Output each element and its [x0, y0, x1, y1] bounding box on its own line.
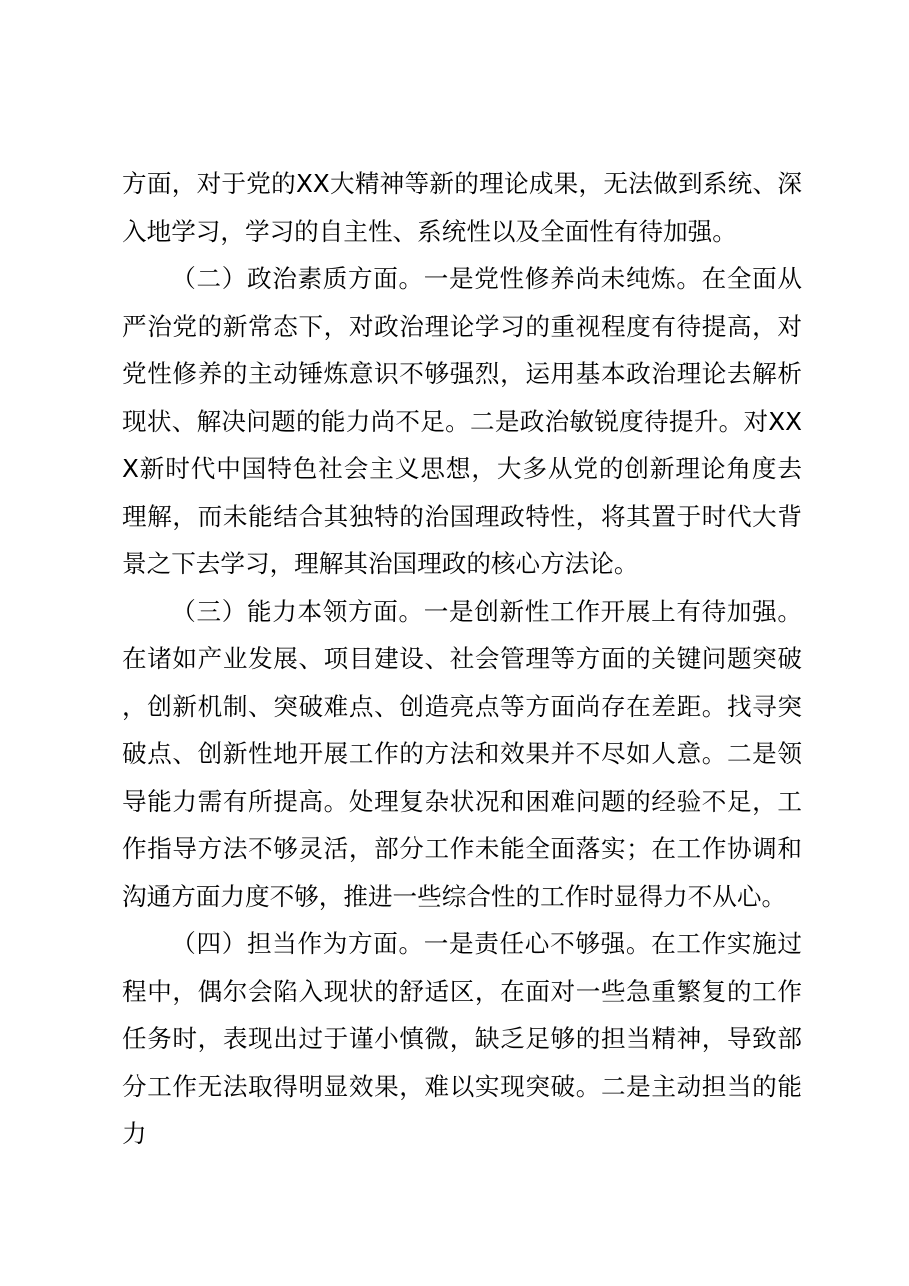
document-body	[122, 160, 802, 1158]
paragraph-responsibility: （四）担当作为方面。一是责任心不够强。在工作实施过程中，偶尔会陷入现状的舒适区，在面对一些急重繁复的工作任务时，表现出过于谨小慎微，缺乏足够的担当精神，导致部分工作无法取得明显效果，难以实现突破。二是主动担当的能力	[122, 929, 802, 1148]
paragraph-ability: （三）能力本领方面。一是创新性工作开展上有待加强。在诸如产业发展、项目建设、社会管理等方面的关键问题突破，创新机制、突破难点、创造亮点等方面尚存在差距。找寻突破点、创新性地开展工作的方法和效果并不尽如人意。二是领导能力需有所提高。处理复杂状况和困难问题的经验不足，工作指导方法不够灵活，部分工作未能全面落实；在工作协调和沟通方面力度不够，推进一些综合性的工作时显得力不从心。	[122, 596, 802, 911]
paragraph-political-quality: （二）政治素质方面。一是党性修养尚未纯炼。在全面从严治党的新常态下，对政治理论学习的重视程度有待提高，对党性修养的主动锤炼意识不够强烈，运用基本政治理论去解析现状、解决问题的能力尚不足。二是政治敏锐度待提升。对XXX新时代中国特色社会主义思想，大多从党的创新理论角度去理解，而未能结合其独特的治国理政特性，将其置于时代大背景之下去学习，理解其治国理政的核心方法论。	[122, 264, 802, 578]
paragraph-continuation: 方面，对于党的XX大精神等新的理论成果，无法做到系统、深入地学习，学习的自主性、系统性以及全面性有待加强。	[122, 169, 802, 246]
